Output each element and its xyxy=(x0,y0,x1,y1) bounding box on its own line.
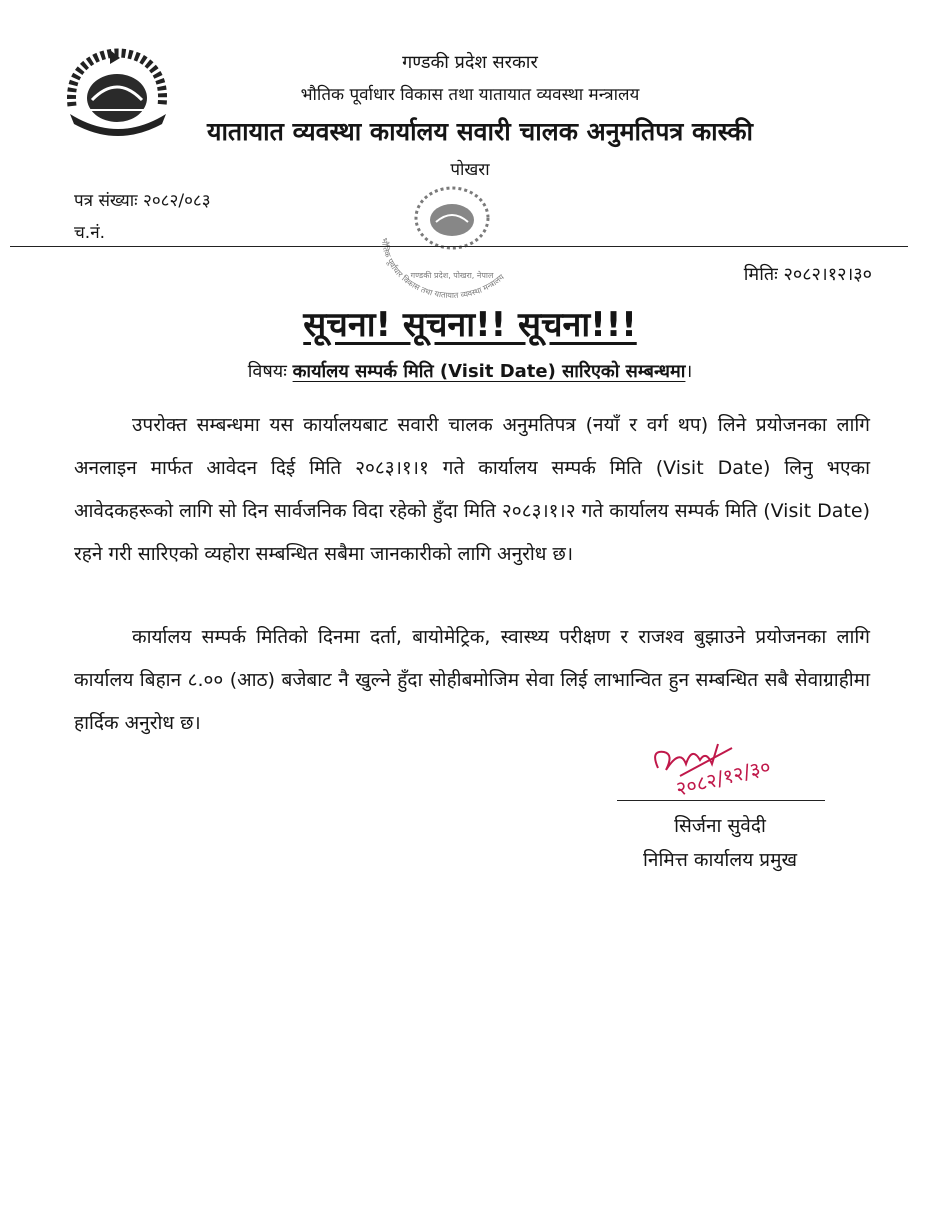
signer-name: सिर्जना सुवेदी xyxy=(674,815,766,837)
letter-date: मितिः २०८२।१२।३० xyxy=(743,264,872,285)
dispatch-number: च.नं. xyxy=(74,223,106,243)
notice-headline: सूचना! सूचना!! सूचना!!! xyxy=(303,305,637,345)
signature-line xyxy=(617,800,825,801)
signer-designation: निमित्त कार्यालय प्रमुख xyxy=(642,849,798,871)
office-stamp xyxy=(362,178,542,306)
handwritten-signature xyxy=(640,730,820,802)
svg-text:गण्डकी प्रदेश, पोखरा, नेपाल: गण्डकी प्रदेश, पोखरा, नेपाल xyxy=(410,271,494,280)
svg-text:२०८२/१२/३०: २०८२/१२/३० xyxy=(673,754,774,801)
notice-subject xyxy=(0,359,940,383)
office-name: यातायात व्यवस्था कार्यालय सवारी चालक अनुमतिपत्र कास्की xyxy=(206,117,754,146)
subject-text: कार्यालय सम्पर्क मिति (Visit Date) सारिएको सम्बन्धमा xyxy=(292,361,686,382)
ministry-name: भौतिक पूर्वाधार विकास तथा यातायात व्यवस्था मन्त्रालय xyxy=(300,85,640,105)
subject-suffix: । xyxy=(685,361,693,382)
body-paragraph-2: कार्यालय सम्पर्क मितिको दिनमा दर्ता, बायोमेट्रिक, स्वास्थ्य परीक्षण र राजश्व बुझाउने प्रयोजनका लागि कार्यालय बिहान ८.०० (आठ) बजेबाट नै खुल्ने हुँदा सोहीबमोजिम सेवा लिई लाभान्वित हुन सम्बन्धित सबै सेवाग्राहीमा हार्दिक अनुरोध छ। xyxy=(74,626,870,734)
letter-number: पत्र संख्याः २०८२/०८३ xyxy=(74,191,211,211)
subject-prefix: विषयः xyxy=(247,361,293,382)
office-city: पोखरा xyxy=(450,160,490,180)
svg-text:भौतिक पूर्वाधार विकास तथा याता: भौतिक पूर्वाधार विकास तथा यातायात व्यवस्था मन्त्रालय xyxy=(379,237,506,301)
header-divider xyxy=(10,246,908,247)
body-paragraph-1: उपरोक्त सम्बन्धमा यस कार्यालयबाट सवारी चालक अनुमतिपत्र (नयाँ र वर्ग थप) लिने प्रयोजनका लागि अनलाइन मार्फत आवेदन दिई मिति २०८३।१।१ गते कार्यालय सम्पर्क मिति (Visit Date) लिनु भएका आवेदकहरूको लागि सो दिन सार्वजनिक विदा रहेको हुँदा मिति २०८३।१।२ गते कार्यालय सम्पर्क मिति (Visit Date) रहने गरी सारिएको व्यहोरा सम्बन्धित सबैमा जानकारीको लागि अनुरोध छ। xyxy=(74,414,870,565)
government-name: गण्डकी प्रदेश सरकार xyxy=(402,52,538,73)
